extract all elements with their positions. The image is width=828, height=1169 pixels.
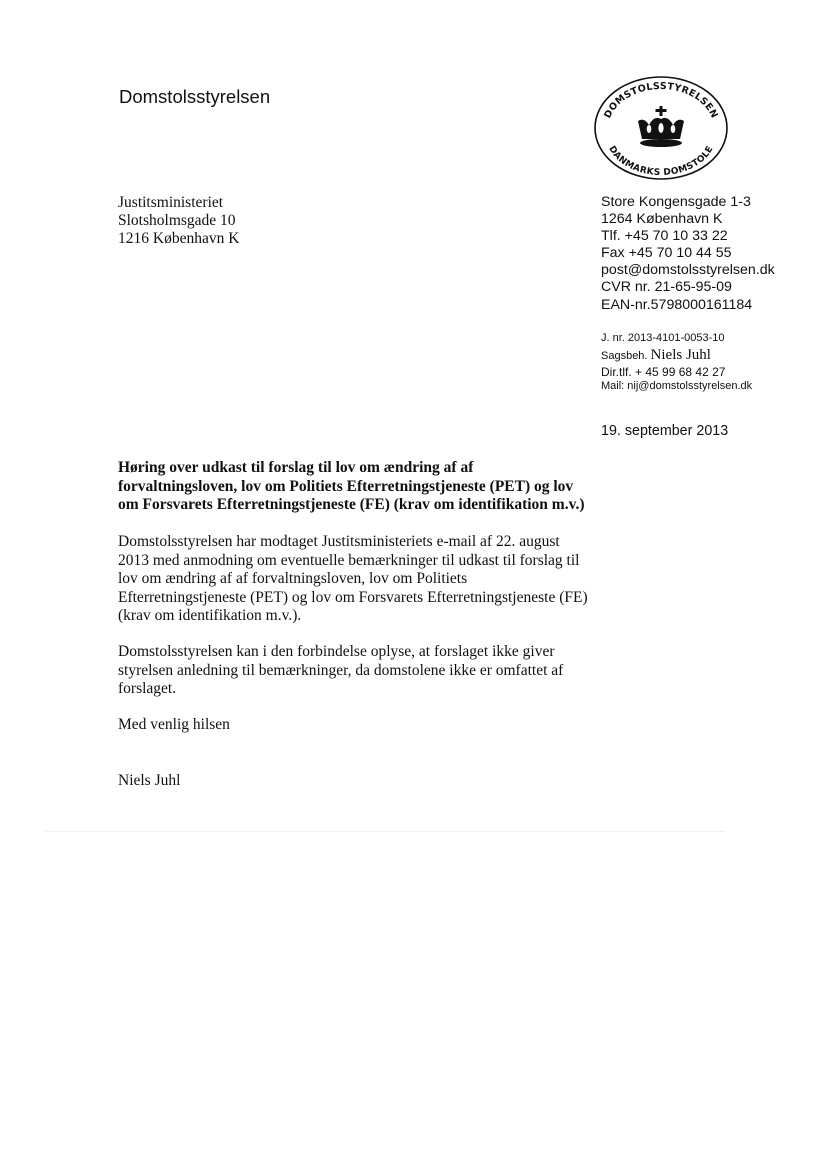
closing-greeting: Med venlig hilsen (118, 716, 230, 733)
case-handler (601, 347, 752, 365)
domstolsstyrelsen-seal (592, 73, 730, 181)
svg-text:DANMARKS DOMSTOLE (606, 144, 715, 178)
seal-bottom-text: DANMARKS DOMSTOLE (606, 144, 716, 179)
subject-line: om Forsvarets Efterretningstjeneste (FE) (krav om identifikation m.v.) (118, 496, 585, 513)
recipient-address (118, 194, 239, 248)
case-mail: Mail: nij@domstolsstyrelsen.dk (601, 380, 753, 392)
recipient-line: Slotsholmsgade 10 (118, 212, 236, 229)
subject-line: Høring over udkast til forslag til lov om ændring af af (118, 459, 474, 476)
seal-top-text: DOMSTOLSSTYRELSEN (602, 80, 720, 121)
page-divider (45, 831, 725, 832)
sender-line: Fax +45 70 10 44 55 (601, 245, 732, 262)
recipient-line: Justitsministeriet (118, 194, 224, 211)
body-line: forslaget. (118, 680, 177, 697)
body-line: (krav om identifikation m.v.). (118, 607, 302, 624)
letter-subject (118, 459, 618, 515)
signature-name: Niels Juhl (118, 772, 181, 789)
body-line: styrelsen anledning til bemærkninger, da domstolene ikke er omfattet af (118, 661, 564, 679)
body-line: Efterretningstjeneste (PET) og lov om Forsvarets Efterretningstjeneste (FE) (118, 588, 588, 606)
direct-phone: Dir.tlf. + 45 99 68 42 27 (601, 365, 726, 379)
letterhead-organization: Domstolsstyrelsen (119, 86, 271, 107)
sender-line: Tlf. +45 70 10 33 22 (601, 228, 728, 245)
body-line: 2013 med anmodning om eventuelle bemærkninger til udkast til forslag til (118, 551, 580, 569)
sender-line: Store Kongensgade 1-3 (601, 194, 751, 210)
sender-line: 1264 København K (601, 211, 723, 228)
body-line: lov om ændring af af forvaltningsloven, lov om Politiets (118, 570, 468, 587)
case-handler-name: Niels Juhl (650, 347, 711, 363)
sender-line: EAN-nr.5798000161184 (601, 296, 753, 313)
case-handler-label: Sagsbeh. (601, 350, 648, 362)
journal-number: J. nr. 2013-4101-0053-10 (601, 332, 725, 344)
crown-icon (638, 106, 684, 147)
recipient-line: 1216 København K (118, 230, 240, 247)
body-paragraph-1 (118, 533, 618, 626)
sender-email: post@domstolsstyrelsen.dk (601, 262, 775, 279)
body-line: Domstolsstyrelsen har modtaget Justitsministeriets e-mail af 22. august (118, 533, 560, 550)
body-line: Domstolsstyrelsen kan i den forbindelse oplyse, at forslaget ikke giver (118, 643, 555, 660)
letter-date: 19. september 2013 (601, 423, 729, 439)
body-paragraph-2 (118, 643, 618, 699)
sender-address (601, 194, 775, 314)
sender-line: CVR nr. 21-65-95-09 (601, 279, 732, 296)
case-details (601, 330, 752, 393)
subject-line: forvaltningsloven, lov om Politiets Efterretningstjeneste (PET) og lov (118, 477, 574, 495)
